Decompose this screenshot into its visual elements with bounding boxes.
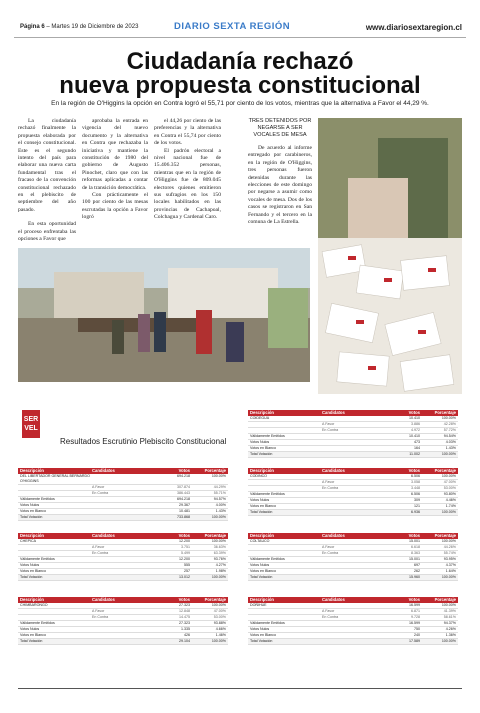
percentage-cell: 100.00% (441, 575, 456, 579)
candidate-cell (92, 474, 162, 484)
column-header: Porcentaje (434, 468, 456, 473)
description-cell (18, 615, 92, 620)
percentage-cell: 1.36% (445, 633, 456, 637)
paragraph: De acuerdo al informe entregado por carabineros, en la región de O'Higgins, tres personas fueron detenidas durante las elecciones de este domingo por negarse a asumir como vocales de mesa. Dos de los casos se registraron en San Fernando y el tercero en la comuna de La Estrella. (248, 145, 312, 226)
candidate-cell: A Favor (322, 545, 335, 549)
column-header: Descripción (20, 597, 44, 602)
column-header: Porcentaje (204, 597, 226, 602)
column-header: Porcentaje (434, 597, 456, 602)
votes-cell: 16.599 (409, 603, 420, 607)
description-cell: Válidamente Emitidos (250, 492, 285, 496)
candidate-cell (322, 563, 392, 568)
paragraph: En esta oportunidad el proceso enfrentaba las opciones a Favor que (18, 221, 76, 243)
column-header: Votos (408, 597, 420, 602)
percentage-cell: 53.00% (213, 615, 226, 619)
paragraph: el 44,26 por ciento de las preferencias y la alternativa en Contra el 55,74 por ciento de los votos. (154, 118, 221, 147)
percentage-cell: 100.00% (211, 603, 226, 607)
percentage-cell: 1.46% (215, 633, 226, 637)
votes-cell: 6.871 (411, 609, 420, 613)
votes-cell: 11.002 (409, 452, 420, 456)
column-header: Descripción (20, 533, 44, 538)
paragraph: Con prácticamente el 100 por ciento de las mesas escrutadas la opción a Favor logró (82, 192, 148, 221)
paragraph: aprobaba la entrada en vigencia del nuevo documento y la alternativa en Contra que rechazaba la iniciativa y mantiene la constitución de 1980 del gobierno de Augusto Pinochet, claro que con las reformas aplicadas a contar de la transición democrática. (82, 118, 148, 191)
percentage-cell: 100.00% (441, 639, 456, 643)
description-cell (18, 545, 92, 550)
percentage-cell: 55.71% (213, 491, 226, 495)
total-row (18, 515, 228, 521)
votes-cell: 694.218 (177, 474, 190, 478)
article-column-4 (248, 118, 312, 226)
candidate-cell (92, 563, 162, 568)
votes-cell: 386.443 (177, 491, 190, 495)
results-title: Resultados Escrutinio Plebiscito Constitucional (60, 437, 227, 446)
votes-cell: 309 (414, 498, 420, 502)
percentage-cell: 4.26% (445, 627, 456, 631)
percentage-cell: 53.00% (443, 486, 456, 490)
candidate-cell (92, 621, 162, 626)
column-header: Votos (178, 533, 190, 538)
description-cell: Válidamente Emitidos (20, 557, 55, 561)
headline-line-2: nueva propuesta constitucional (59, 72, 421, 99)
page-number: Página 6 (20, 24, 45, 30)
column-header: Candidatos (92, 597, 115, 602)
votes-cell: 3.448 (411, 486, 420, 490)
candidate-cell: En Contra (322, 428, 339, 432)
column-header: Votos (408, 468, 420, 473)
votes-cell: 1.335 (181, 627, 190, 631)
percentage-cell: 93.76% (213, 557, 226, 561)
description-cell (248, 609, 322, 614)
percentage-cell: 47.00% (443, 480, 456, 484)
percentage-cell: 63.39% (213, 551, 226, 555)
percentage-cell: 93.95% (443, 557, 456, 561)
column-header: Porcentaje (434, 533, 456, 538)
percentage-cell: 44.29% (213, 485, 226, 489)
footer-rule (18, 688, 462, 689)
column-header: Candidatos (322, 410, 345, 415)
percentage-cell: 58.61% (443, 615, 456, 619)
description-cell (248, 422, 322, 427)
candidate-cell (322, 434, 392, 439)
newspaper-url[interactable]: www.diariosextaregion.cl (365, 23, 462, 32)
votes-cell: 15.960 (409, 575, 420, 579)
votes-cell: 27.323 (179, 603, 190, 607)
results-table (18, 597, 228, 645)
candidate-cell: En Contra (322, 551, 339, 555)
candidate-cell (92, 539, 162, 544)
percentage-cell: 94.57% (213, 497, 226, 501)
description-cell: Votos Nulos (250, 563, 270, 567)
votes-cell: 10.410 (409, 434, 420, 438)
percentage-cell: 4.46% (445, 498, 456, 502)
candidate-cell (92, 633, 162, 638)
percentage-cell: 94.54% (443, 434, 456, 438)
candidate-cell (92, 503, 162, 508)
votes-cell: 164 (414, 446, 420, 450)
column-header: Descripción (250, 597, 274, 602)
column-header: Candidatos (322, 468, 345, 473)
candidate-cell: En Contra (92, 551, 109, 555)
percentage-cell: 4.27% (215, 563, 226, 567)
issue-date: Martes 19 de Diciembre de 2023 (51, 24, 139, 30)
candidate-cell (322, 452, 392, 457)
description-cell (18, 551, 92, 556)
candidate-cell: En Contra (92, 615, 109, 619)
column-header: Votos (408, 410, 420, 415)
logo-text-2: VEL (24, 425, 38, 432)
votes-cell: 240 (414, 633, 420, 637)
votes-cell: 10.410 (409, 416, 420, 420)
votes-cell: 16.599 (409, 621, 420, 625)
candidate-cell (322, 621, 392, 626)
candidate-cell (322, 474, 392, 479)
total-row (18, 575, 228, 581)
candidate-cell: A Favor (92, 609, 105, 613)
percentage-cell: 4.37% (445, 563, 456, 567)
percentage-cell: 100.00% (441, 510, 456, 514)
percentage-cell: 55.74% (443, 551, 456, 555)
description-cell: Válidamente Emitidos (250, 557, 285, 561)
description-cell: Votos Nulos (20, 627, 40, 631)
candidate-cell (322, 627, 392, 632)
column-header: Porcentaje (434, 410, 456, 415)
description-cell (248, 486, 322, 491)
percentage-cell: 41.39% (443, 609, 456, 613)
percentage-cell: 1.43% (445, 446, 456, 450)
candidate-cell (322, 633, 392, 638)
description-cell: CODINCO (250, 474, 267, 478)
votes-cell: 12.848 (179, 609, 190, 613)
percentage-cell: 100.00% (441, 603, 456, 607)
candidate-cell (322, 440, 392, 445)
description-cell: Válidamente Emitidos (20, 497, 55, 501)
candidate-cell: A Favor (92, 545, 105, 549)
candidate-cell: A Favor (322, 609, 335, 613)
servel-logo (22, 410, 40, 438)
description-cell: Votos Nulos (20, 563, 40, 567)
candidate-cell (322, 569, 392, 574)
votes-cell: 6.936 (411, 510, 420, 514)
total-row (248, 639, 458, 645)
column-header: Votos (178, 597, 190, 602)
votes-cell: 307.874 (177, 485, 190, 489)
paragraph: La ciudadanía rechazó finalmente la propuesta elaborada por el consejo constitucional. Este es el segundo intento del país para elaborar una nueva carta fundamental tras el fracaso de la convención constitucional rechazado en el plebiscito de septiembre del año pasado. (18, 118, 76, 213)
description-cell (248, 480, 322, 485)
results-table (248, 533, 458, 581)
votes-cell: 6.618 (411, 545, 420, 549)
candidate-cell (322, 639, 392, 644)
description-cell: CHEPICA (20, 539, 36, 543)
candidate-cell (92, 515, 162, 520)
article-column-1 (18, 118, 76, 244)
percentage-cell: 100.00% (211, 575, 226, 579)
column-header: Candidatos (92, 533, 115, 538)
percentage-cell: 100.00% (211, 639, 226, 643)
results-table (18, 468, 228, 521)
candidate-cell (322, 416, 392, 421)
description-cell: COIDEGUA (250, 416, 270, 420)
candidate-cell (322, 575, 392, 580)
description-cell: CHIMBARONGO (20, 603, 48, 607)
column-header: Porcentaje (204, 533, 226, 538)
description-cell (248, 545, 322, 550)
total-row (18, 639, 228, 645)
column-header: Descripción (250, 468, 274, 473)
percentage-cell: 100.00% (441, 452, 456, 456)
description-cell: Votos Nulos (250, 440, 270, 444)
description-cell (18, 609, 92, 614)
votes-cell: 5.499 (181, 551, 190, 555)
candidate-cell (92, 569, 162, 574)
votes-cell: 12.200 (179, 557, 190, 561)
description-cell: Votos en Blanco (20, 569, 46, 573)
percentage-cell: 1.74% (445, 504, 456, 508)
votes-cell: 8.363 (411, 551, 420, 555)
description-cell: Total Votación (20, 575, 43, 579)
description-cell: Votos en Blanco (250, 446, 276, 450)
ballots-photo (318, 118, 462, 394)
candidate-cell (92, 509, 162, 514)
candidate-cell (322, 492, 392, 497)
votes-cell: 694.218 (177, 497, 190, 501)
column-header: Votos (408, 533, 420, 538)
percentage-cell: 1.43% (215, 509, 226, 513)
total-row (248, 510, 458, 516)
candidate-cell (92, 575, 162, 580)
description-cell: Votos en Blanco (20, 509, 46, 513)
description-cell: Total Votación (20, 515, 43, 519)
description-cell: COLTAUCO (250, 539, 270, 543)
candidate-cell (92, 627, 162, 632)
column-header: Descripción (250, 533, 274, 538)
description-cell: Votos Nulos (250, 498, 270, 502)
votes-cell: 15.001 (409, 557, 420, 561)
votes-cell: 262 (414, 569, 420, 573)
candidate-cell: En Contra (322, 486, 339, 490)
description-cell: DEL LIBERTADOR GENERAL BERNARDO O'HIGGINS (20, 474, 90, 483)
description-cell: Votos en Blanco (250, 569, 276, 573)
percentage-cell: 57.72% (443, 428, 456, 432)
column-header: Candidatos (92, 468, 115, 473)
votes-cell: 555 (184, 563, 190, 567)
votes-cell: 6.506 (411, 492, 420, 496)
commune-row (18, 474, 228, 485)
page-date-line: Página 6 – Martes 19 de Diciembre de 2023 (20, 24, 139, 30)
description-cell: Válidamente Emitidos (20, 621, 55, 625)
column-header: Descripción (250, 410, 274, 415)
votes-cell: 697 (414, 563, 420, 567)
description-cell: Total Votación (250, 452, 273, 456)
votes-cell: 733.868 (177, 515, 190, 519)
percentage-cell: 100.00% (211, 515, 226, 519)
candidate-cell (92, 497, 162, 502)
results-table (18, 533, 228, 581)
paragraph: El padrón electoral a nivel nacional fue de 15.406.352 personas, mientras que en la región de O'Higgins fue de 809.045 electores quienes emitieron sus sufragios en los 150 locales habilitados en las provincias de Cachapoal, Colchagua y Cardenal Caro. (154, 147, 221, 221)
description-cell: Votos en Blanco (20, 633, 46, 637)
description-cell (18, 485, 92, 490)
votes-cell: 12.200 (179, 539, 190, 543)
voting-scene-photo (18, 248, 310, 382)
logo-text-1: SER (23, 416, 39, 423)
votes-cell: 10.481 (179, 509, 190, 513)
percentage-cell: 4.00% (215, 503, 226, 507)
candidate-cell (322, 539, 392, 544)
candidate-cell (92, 603, 162, 608)
percentage-cell: 100.00% (441, 416, 456, 420)
total-row (248, 575, 458, 581)
percentage-cell: 1.98% (215, 569, 226, 573)
description-cell: Total Votación (250, 510, 273, 514)
candidate-cell (92, 639, 162, 644)
article-column-2 (82, 118, 148, 222)
votes-cell: 15.001 (409, 539, 420, 543)
votes-cell: 121 (414, 504, 420, 508)
votes-cell: 426 (184, 633, 190, 637)
percentage-cell: 94.37% (443, 621, 456, 625)
description-cell: Votos en Blanco (250, 504, 276, 508)
percentage-cell: 4.03% (445, 440, 456, 444)
description-cell: Total Votación (20, 639, 43, 643)
votes-cell: 29.367 (179, 503, 190, 507)
subheadline: En la región de O'Higgins la opción en Contra logró el 55,71 por ciento de los votos, mientras que la alternativa a Favor el 44,29 %. (51, 100, 429, 107)
votes-cell: 3.886 (411, 422, 420, 426)
candidate-cell: En Contra (92, 491, 109, 495)
votes-cell: 14.475 (179, 615, 190, 619)
description-cell: Válidamente Emitidos (250, 434, 285, 438)
results-table (248, 410, 458, 458)
description-cell (18, 491, 92, 496)
description-cell: DOÑIHUE (250, 603, 267, 607)
votes-cell: 257 (184, 569, 190, 573)
description-cell: Votos Nulos (250, 627, 270, 631)
headline-line-1: Ciudadanía rechazó (126, 48, 354, 75)
votes-cell: 3.751 (181, 545, 190, 549)
column-header: Votos (178, 468, 190, 473)
article-column-3 (154, 118, 221, 222)
total-row (248, 452, 458, 458)
votes-cell: 6.506 (411, 474, 420, 478)
votes-cell: 473 (414, 440, 420, 444)
candidate-cell (92, 557, 162, 562)
votes-cell: 3.058 (411, 480, 420, 484)
percentage-cell: 44.26% (443, 545, 456, 549)
description-cell: Total Votación (250, 575, 273, 579)
candidate-cell (322, 510, 392, 515)
description-cell: Votos Nulos (20, 503, 40, 507)
votes-cell: 4.972 (411, 428, 420, 432)
votes-cell: 750 (414, 627, 420, 631)
column-header: Descripción (20, 468, 44, 473)
description-cell (248, 551, 322, 556)
percentage-cell: 100.00% (211, 474, 226, 478)
votes-cell: 29.104 (179, 639, 190, 643)
percentage-cell: 100.00% (441, 539, 456, 543)
percentage-cell: 36.63% (213, 545, 226, 549)
percentage-cell: 100.00% (441, 474, 456, 478)
percentage-cell: 47.00% (213, 609, 226, 613)
candidate-cell (322, 557, 392, 562)
votes-cell: 9.728 (411, 615, 420, 619)
newspaper-brand: DIARIO SEXTA REGIÓN (174, 21, 291, 32)
percentage-cell: 42.28% (443, 422, 456, 426)
headline (0, 50, 480, 98)
percentage-cell: 4.66% (215, 627, 226, 631)
column-header: Porcentaje (204, 468, 226, 473)
description-cell (248, 615, 322, 620)
column-header: Candidatos (322, 597, 345, 602)
percentage-cell: 100.00% (211, 539, 226, 543)
percentage-cell: 93.88% (213, 621, 226, 625)
candidate-cell: A Favor (322, 480, 335, 484)
candidate-cell (322, 446, 392, 451)
votes-cell: 17.589 (409, 639, 420, 643)
candidate-cell (322, 498, 392, 503)
votes-cell: 27.323 (179, 621, 190, 625)
candidate-cell: A Favor (322, 422, 335, 426)
sidebar-box-title: TRES DETENIDOS POR NEGARSE A SER VOCALES DE MESA (248, 118, 312, 138)
percentage-cell: 1.64% (445, 569, 456, 573)
candidate-cell (322, 603, 392, 608)
candidate-cell: En Contra (322, 615, 339, 619)
results-table (248, 597, 458, 645)
description-cell: Válidamente Emitidos (250, 621, 285, 625)
description-cell (248, 428, 322, 433)
candidate-cell (322, 504, 392, 509)
page-header (14, 20, 466, 38)
percentage-cell: 93.80% (443, 492, 456, 496)
description-cell: Total Votación (250, 639, 273, 643)
votes-cell: 13.012 (179, 575, 190, 579)
description-cell: Votos en Blanco (250, 633, 276, 637)
results-table (248, 468, 458, 516)
candidate-cell: A Favor (92, 485, 105, 489)
column-header: Candidatos (322, 533, 345, 538)
